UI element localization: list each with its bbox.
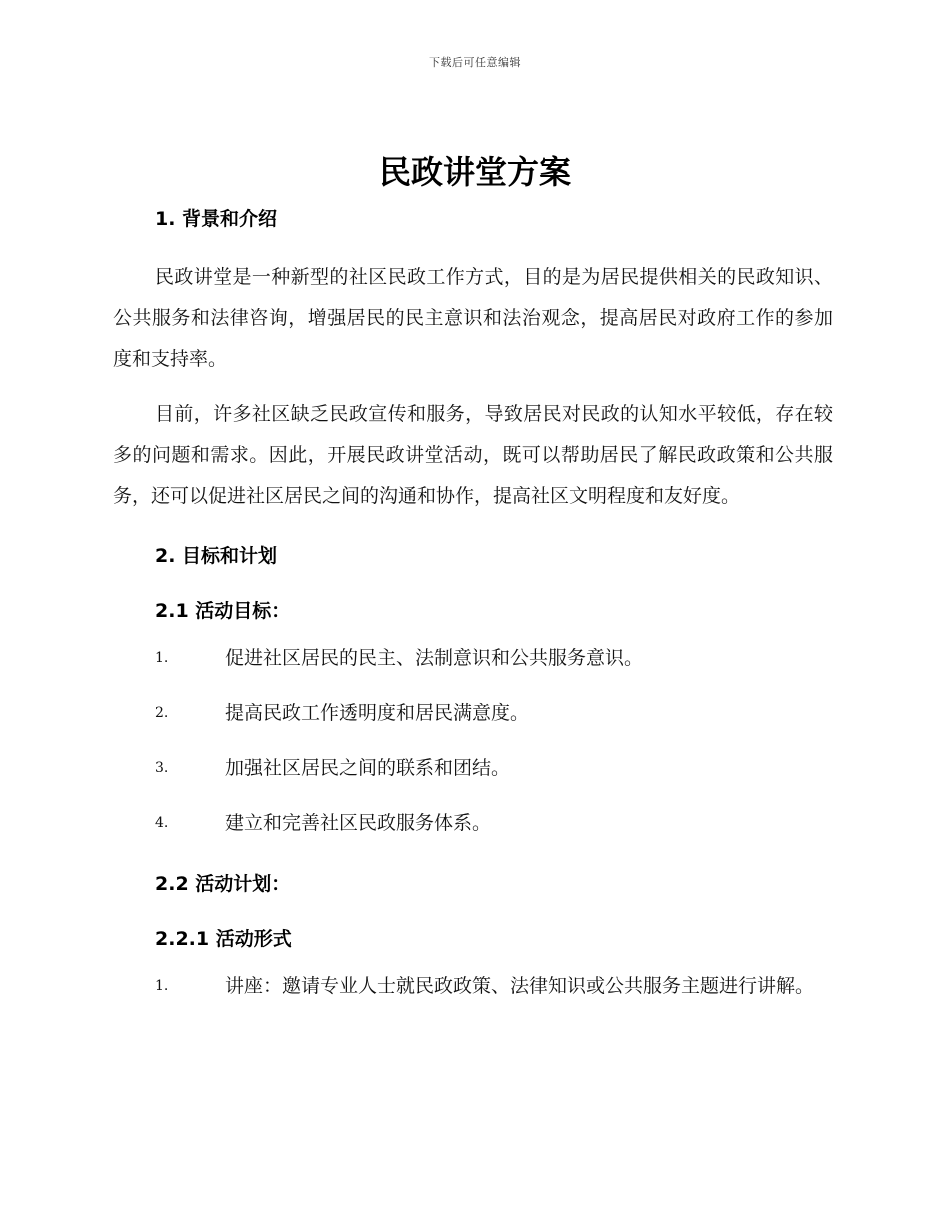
list-item-number: 3.: [155, 760, 169, 776]
list-item-text: 加强社区居民之间的联系和团结。: [225, 757, 511, 779]
list-item: [113, 966, 833, 1007]
section-heading-goals: 2. 目标和计划: [155, 545, 278, 567]
document-body: [113, 200, 833, 1007]
list-item: [113, 638, 833, 679]
list-item-number: 1.: [155, 650, 169, 666]
list-item-text: 提高民政工作透明度和居民满意度。: [225, 702, 530, 724]
paragraph: 民政讲堂是一种新型的社区民政工作方式，目的是为居民提供相关的民政知识、公共服务和法律咨询，增强居民的民主意识和法治观念，提高居民对政府工作的参加度和支持率。: [113, 266, 833, 370]
list-item-number: 1.: [155, 978, 169, 994]
list-item-text: 建立和完善社区民政服务体系。: [225, 812, 492, 834]
section-heading-background: 1. 背景和介绍: [155, 208, 278, 230]
list-item-text: 促进社区居民的民主、法制意识和公共服务意识。: [225, 647, 644, 669]
list-item: [113, 693, 833, 734]
list-item-text: 讲座：邀请专业人士就民政政策、法律知识或公共服务主题进行讲解。: [225, 975, 815, 997]
list-item: [113, 803, 833, 844]
paragraph: 目前，许多社区缺乏民政宣传和服务，导致居民对民政的认知水平较低，存在较多的问题和需求。因此，开展民政讲堂活动，既可以帮助居民了解民政政策和公共服务，还可以促进社区居民之间的沟通和协作，提高社区文明程度和友好度。: [113, 403, 833, 507]
document-title: 民政讲堂方案: [378, 153, 571, 191]
subsection-heading-objectives: 2.1 活动目标：: [155, 600, 291, 622]
list-item-number: 4.: [155, 815, 169, 831]
list-item: [113, 748, 833, 789]
header-note: 下载后可任意编辑: [429, 56, 521, 69]
subsection-heading-format: 2.2.1 活动形式: [155, 928, 292, 950]
list-item-number: 2.: [155, 705, 169, 721]
subsection-heading-plan: 2.2 活动计划：: [155, 873, 291, 895]
